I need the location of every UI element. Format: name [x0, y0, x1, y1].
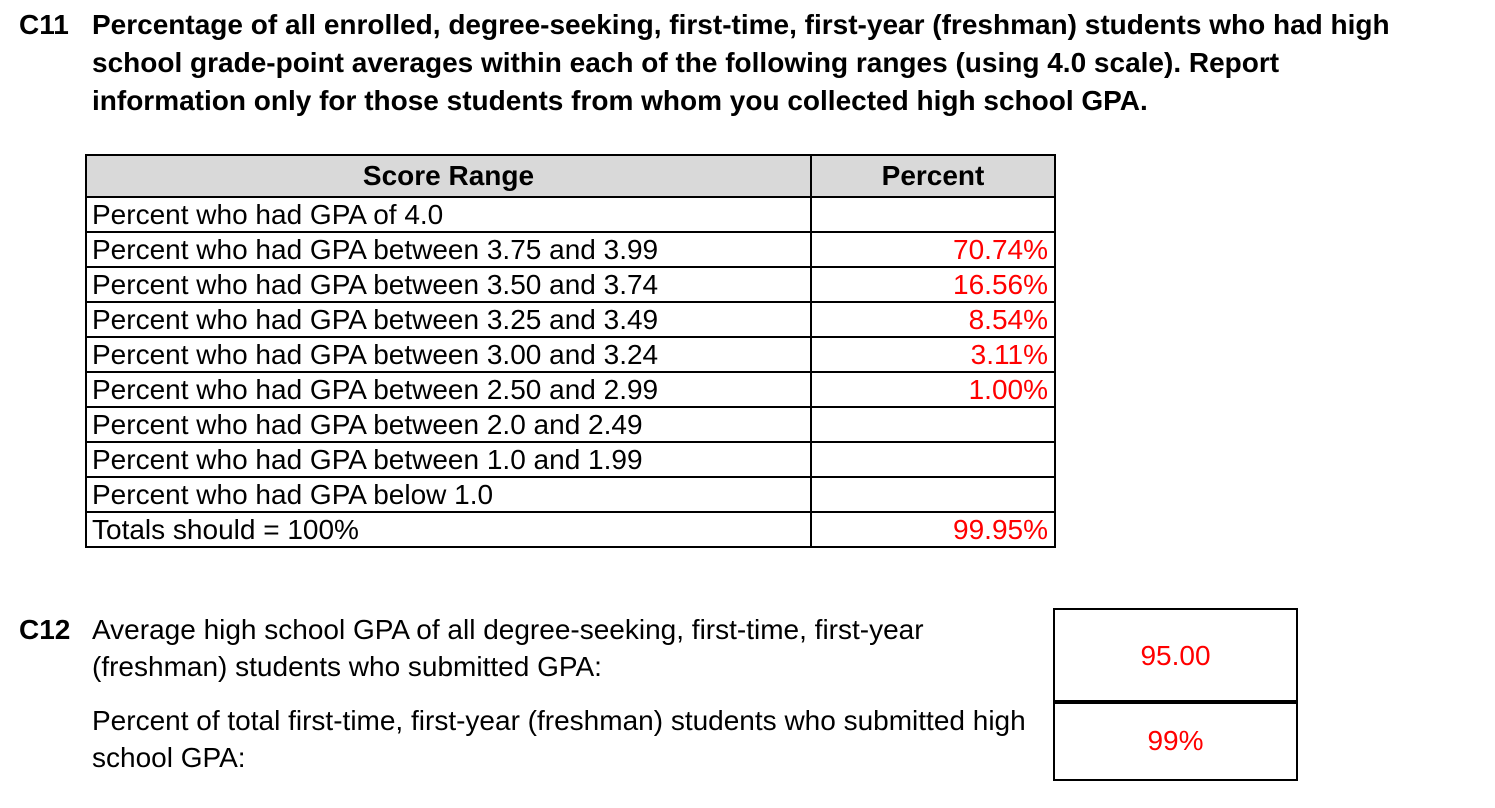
- row-label: Percent who had GPA below 1.0: [86, 477, 811, 512]
- row-label: Percent who had GPA between 3.25 and 3.49: [86, 302, 811, 337]
- table-row: [86, 197, 1055, 232]
- average-gpa-value-box: [1053, 608, 1298, 704]
- row-value: [811, 477, 1055, 512]
- totals-label: Totals should = 100%: [86, 512, 811, 547]
- row-label: Percent who had GPA between 3.00 and 3.24: [86, 337, 811, 372]
- gpa-distribution-table: [85, 154, 1056, 548]
- average-gpa-question: Average high school GPA of all degree-seeking, first-time, first-year (freshman) students who submitted GPA:: [92, 614, 924, 682]
- table-row: [86, 442, 1055, 477]
- table-header-row: [86, 155, 1055, 197]
- row-label: Percent who had GPA between 3.50 and 3.74: [86, 267, 811, 302]
- question-number-c12: C12: [19, 614, 71, 645]
- header-score-range: Score Range: [86, 155, 811, 197]
- table-row: [86, 337, 1055, 372]
- table-row: [86, 407, 1055, 442]
- row-label: Percent who had GPA between 1.0 and 1.99: [86, 442, 811, 477]
- totals-value: 99.95%: [811, 512, 1055, 547]
- row-value: 16.56%: [811, 267, 1055, 302]
- row-value: 1.00%: [811, 372, 1055, 407]
- percent-submitted-question: Percent of total first-time, first-year (freshman) students who submitted high school GPA:: [92, 705, 1026, 773]
- average-gpa-value: 95.00: [1140, 640, 1211, 671]
- table-row: [86, 372, 1055, 407]
- row-value: [811, 407, 1055, 442]
- row-label: Percent who had GPA of 4.0: [86, 197, 811, 232]
- row-label: Percent who had GPA between 2.0 and 2.49: [86, 407, 811, 442]
- row-value: [811, 442, 1055, 477]
- totals-row: [86, 512, 1055, 547]
- table-row: [86, 302, 1055, 337]
- question-number-c11: C11: [19, 9, 69, 40]
- row-value: 3.11%: [811, 337, 1055, 372]
- percent-submitted-value-box: [1053, 700, 1298, 781]
- question-text-line: school grade-point averages within each of the following ranges (using 4.0 scale). Report: [92, 47, 1280, 78]
- question-text-line: Percentage of all enrolled, degree-seeking, first-time, first-year (freshman) students who had high: [92, 9, 1390, 40]
- row-label: Percent who had GPA between 3.75 and 3.99: [86, 232, 811, 267]
- row-value: [811, 197, 1055, 232]
- table-row: [86, 232, 1055, 267]
- percent-submitted-value: 99%: [1147, 724, 1204, 756]
- table-row: [86, 477, 1055, 512]
- row-value: 70.74%: [811, 232, 1055, 267]
- question-text-c11: [92, 6, 1492, 120]
- question-text-line: information only for those students from whom you collected high school GPA.: [92, 85, 1148, 116]
- table-row: [86, 267, 1055, 302]
- header-percent: Percent: [811, 155, 1055, 197]
- row-value: 8.54%: [811, 302, 1055, 337]
- row-label: Percent who had GPA between 2.50 and 2.99: [86, 372, 811, 407]
